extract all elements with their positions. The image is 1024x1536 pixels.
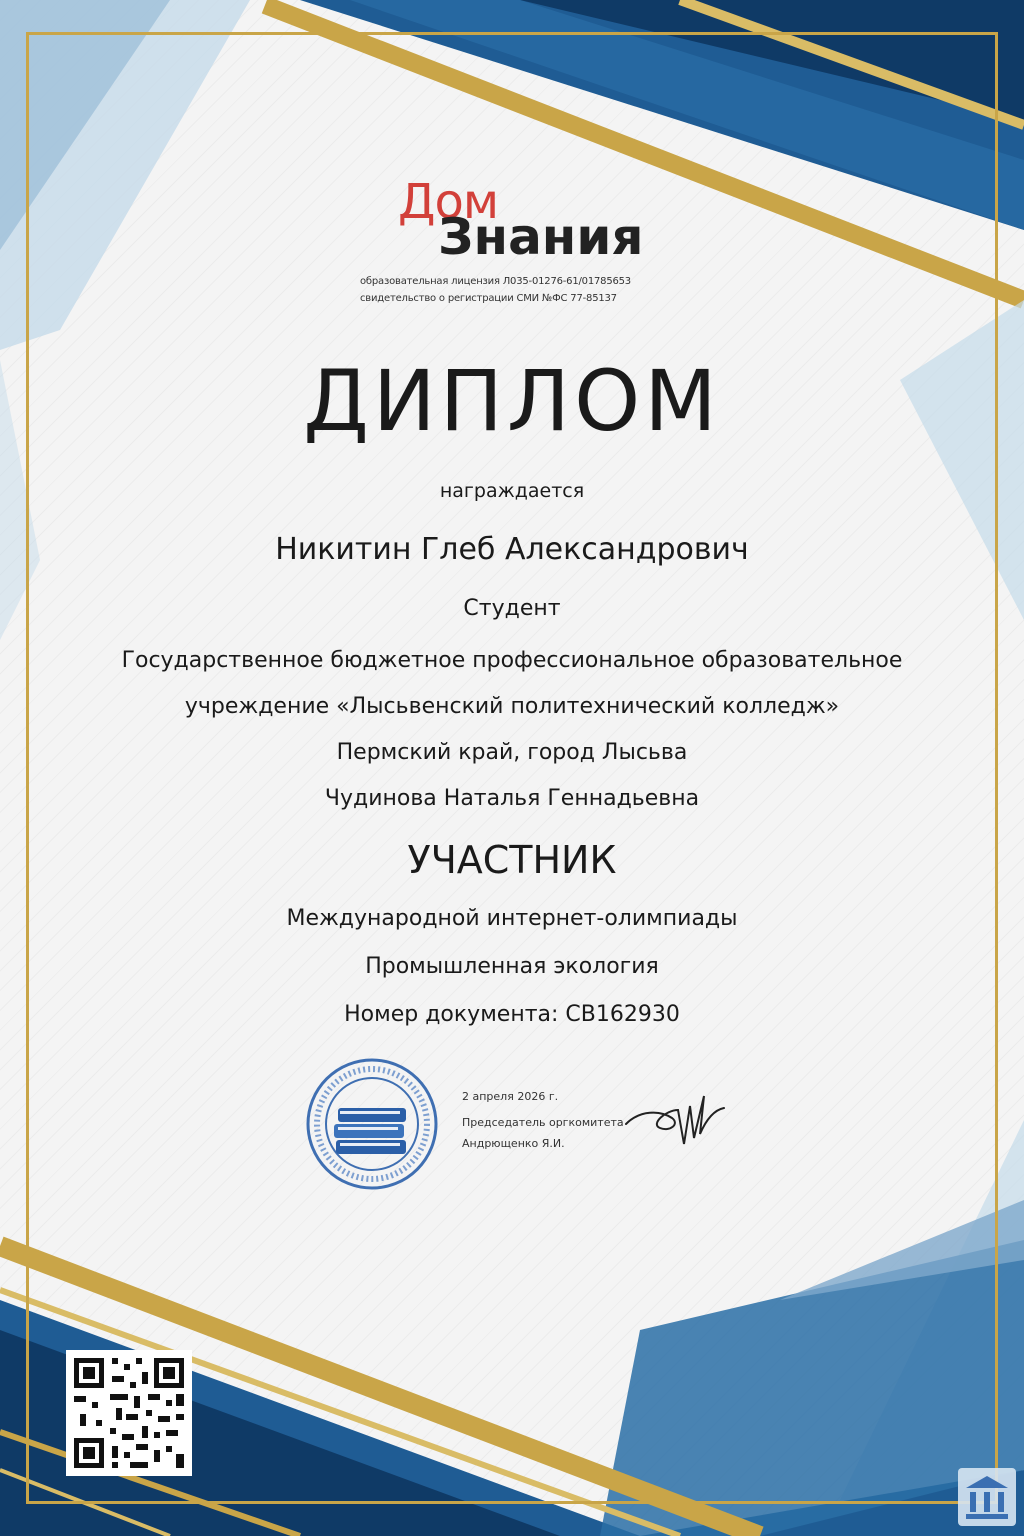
seal-stamp [304, 1056, 440, 1192]
logo-word-znaniya: Знания [438, 208, 644, 266]
handwritten-signature [620, 1080, 730, 1160]
location: Пермский край, город Лысьва [336, 740, 688, 765]
recipient-name: Никитин Глеб Александрович [275, 532, 749, 567]
signature-date: 2 апреля 2026 г. [462, 1090, 559, 1103]
corner-watermark-icon [958, 1468, 1016, 1526]
signer-name: Андрющенко Я.И. [462, 1137, 565, 1150]
logo [380, 168, 680, 268]
awarded-text: награждается [439, 480, 585, 502]
qr-code[interactable] [66, 1350, 192, 1476]
document-number: Номер документа: СВ162930 [344, 1002, 680, 1027]
institution-line-1: Государственное бюджетное профессиональное образовательное [121, 648, 903, 673]
supervisor: Чудинова Наталья Геннадьевна [324, 786, 700, 811]
institution-line-2: учреждение «Лысьвенский политехнический колледж» [184, 694, 840, 719]
books-icon [334, 1108, 406, 1154]
diploma-title: ДИПЛОМ [303, 352, 721, 450]
certificate-text: свидетельство о регистрации СМИ №ФС 77-85137 [360, 293, 617, 304]
participant-role: УЧАСТНИК [407, 838, 617, 882]
event-name: Международной интернет-олимпиады [286, 906, 738, 931]
license-text: образовательная лицензия Л035-01276-61/01785653 [360, 276, 631, 287]
recipient-status: Студент [463, 596, 561, 621]
logo-word-dom: Дом [398, 174, 499, 230]
signer-position: Председатель оргкомитета [462, 1116, 624, 1129]
subject-name: Промышленная экология [365, 954, 659, 979]
